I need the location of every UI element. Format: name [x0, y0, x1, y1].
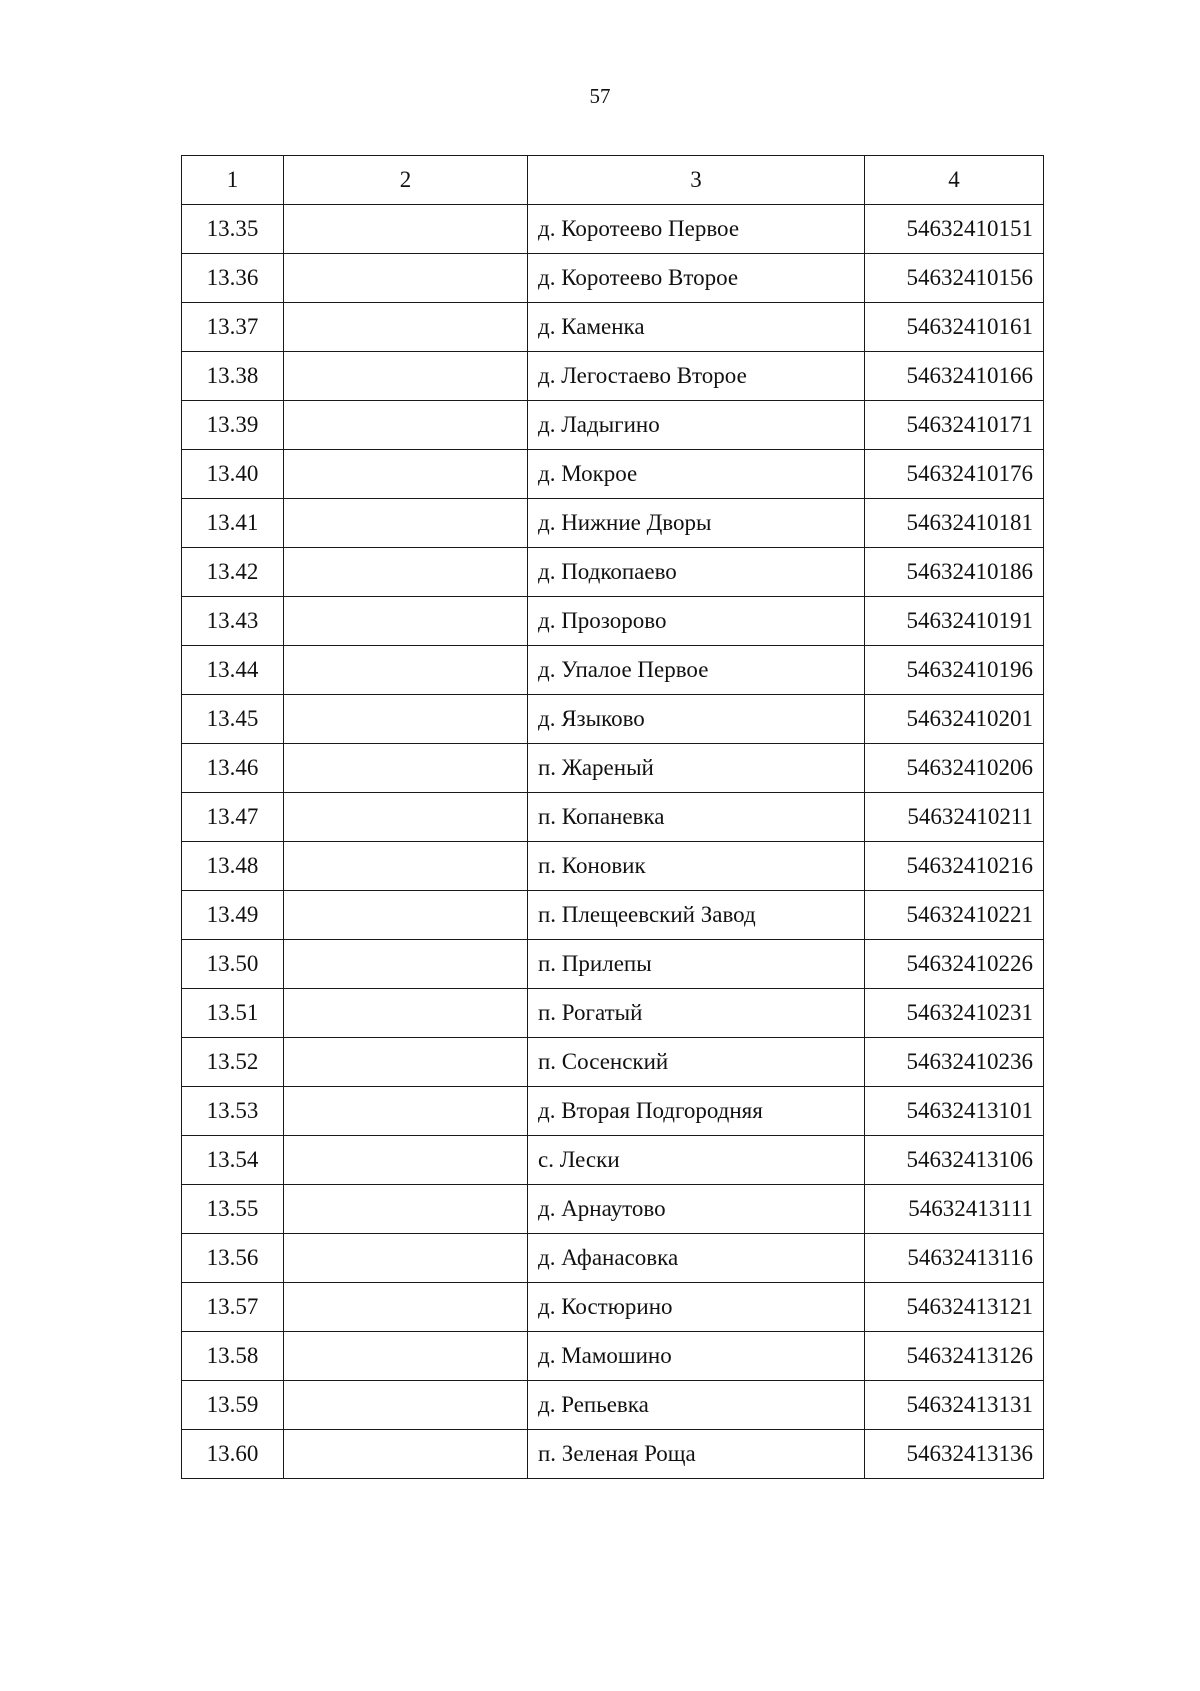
table-row	[182, 450, 1044, 499]
code-cell: 54632410176	[865, 450, 1044, 499]
column-2-cell	[284, 597, 528, 646]
code-cell: 54632410231	[865, 989, 1044, 1038]
column-2-cell	[284, 450, 528, 499]
row-number-cell: 13.53	[182, 1087, 284, 1136]
row-number-cell: 13.39	[182, 401, 284, 450]
row-number-cell: 13.35	[182, 205, 284, 254]
row-number-cell: 13.42	[182, 548, 284, 597]
code-cell: 54632413131	[865, 1381, 1044, 1430]
column-2-cell	[284, 303, 528, 352]
table-row	[182, 352, 1044, 401]
column-2-cell	[284, 1283, 528, 1332]
row-number-cell: 13.49	[182, 891, 284, 940]
table-row	[182, 254, 1044, 303]
code-cell: 54632413111	[865, 1185, 1044, 1234]
column-2-cell	[284, 989, 528, 1038]
table-row	[182, 793, 1044, 842]
code-cell: 54632410196	[865, 646, 1044, 695]
code-cell: 54632410206	[865, 744, 1044, 793]
settlement-name-cell: п. Плещеевский Завод	[528, 891, 865, 940]
column-2-cell	[284, 1430, 528, 1479]
column-2-cell	[284, 1087, 528, 1136]
code-cell: 54632410236	[865, 1038, 1044, 1087]
table-row	[182, 401, 1044, 450]
table-row	[182, 1087, 1044, 1136]
column-header-4: 4	[865, 156, 1044, 205]
code-cell: 54632413101	[865, 1087, 1044, 1136]
settlement-name-cell: п. Копаневка	[528, 793, 865, 842]
settlement-name-cell: д. Каменка	[528, 303, 865, 352]
row-number-cell: 13.57	[182, 1283, 284, 1332]
column-2-cell	[284, 1136, 528, 1185]
row-number-cell: 13.59	[182, 1381, 284, 1430]
column-2-cell	[284, 499, 528, 548]
row-number-cell: 13.58	[182, 1332, 284, 1381]
row-number-cell: 13.36	[182, 254, 284, 303]
code-cell: 54632410226	[865, 940, 1044, 989]
table-row	[182, 205, 1044, 254]
column-2-cell	[284, 352, 528, 401]
row-number-cell: 13.56	[182, 1234, 284, 1283]
code-cell: 54632410161	[865, 303, 1044, 352]
settlement-name-cell: п. Коновик	[528, 842, 865, 891]
column-2-cell	[284, 1332, 528, 1381]
table-row	[182, 597, 1044, 646]
settlement-name-cell: д. Легостаево Второе	[528, 352, 865, 401]
column-2-cell	[284, 1234, 528, 1283]
column-2-cell	[284, 842, 528, 891]
page-number: 57	[589, 84, 611, 108]
code-cell: 54632410151	[865, 205, 1044, 254]
settlement-name-cell: д. Репьевка	[528, 1381, 865, 1430]
table-body	[182, 205, 1044, 1479]
code-cell: 54632410221	[865, 891, 1044, 940]
row-number-cell: 13.40	[182, 450, 284, 499]
row-number-cell: 13.51	[182, 989, 284, 1038]
code-cell: 54632410186	[865, 548, 1044, 597]
settlement-name-cell: с. Лески	[528, 1136, 865, 1185]
settlement-name-cell: д. Упалое Первое	[528, 646, 865, 695]
row-number-cell: 13.37	[182, 303, 284, 352]
code-cell: 54632410216	[865, 842, 1044, 891]
settlements-table	[181, 155, 1044, 1479]
row-number-cell: 13.52	[182, 1038, 284, 1087]
code-cell: 54632410166	[865, 352, 1044, 401]
code-cell: 54632410171	[865, 401, 1044, 450]
row-number-cell: 13.44	[182, 646, 284, 695]
table-row	[182, 989, 1044, 1038]
settlement-name-cell: д. Коротеево Первое	[528, 205, 865, 254]
column-header-2: 2	[284, 156, 528, 205]
settlement-name-cell: п. Зеленая Роща	[528, 1430, 865, 1479]
column-2-cell	[284, 205, 528, 254]
table-row	[182, 646, 1044, 695]
table-row	[182, 695, 1044, 744]
row-number-cell: 13.38	[182, 352, 284, 401]
settlement-name-cell: п. Жареный	[528, 744, 865, 793]
settlement-name-cell: д. Подкопаево	[528, 548, 865, 597]
table-row	[182, 1136, 1044, 1185]
table-row	[182, 548, 1044, 597]
row-number-cell: 13.47	[182, 793, 284, 842]
settlement-name-cell: п. Рогатый	[528, 989, 865, 1038]
settlement-name-cell: п. Сосенский	[528, 1038, 865, 1087]
column-2-cell	[284, 793, 528, 842]
settlement-name-cell: д. Афанасовка	[528, 1234, 865, 1283]
code-cell: 54632413136	[865, 1430, 1044, 1479]
row-number-cell: 13.46	[182, 744, 284, 793]
settlement-name-cell: п. Прилепы	[528, 940, 865, 989]
code-cell: 54632410201	[865, 695, 1044, 744]
column-2-cell	[284, 401, 528, 450]
code-cell: 54632410156	[865, 254, 1044, 303]
code-cell: 54632410181	[865, 499, 1044, 548]
column-2-cell	[284, 744, 528, 793]
table-row	[182, 891, 1044, 940]
settlement-name-cell: д. Костюрино	[528, 1283, 865, 1332]
settlement-name-cell: д. Мокрое	[528, 450, 865, 499]
table-row	[182, 499, 1044, 548]
code-cell: 54632413116	[865, 1234, 1044, 1283]
settlement-name-cell: д. Мамошино	[528, 1332, 865, 1381]
code-cell: 54632413121	[865, 1283, 1044, 1332]
code-cell: 54632410211	[865, 793, 1044, 842]
table-row	[182, 1430, 1044, 1479]
column-2-cell	[284, 254, 528, 303]
column-2-cell	[284, 548, 528, 597]
column-2-cell	[284, 1038, 528, 1087]
column-header-3: 3	[528, 156, 865, 205]
row-number-cell: 13.48	[182, 842, 284, 891]
settlement-name-cell: д. Коротеево Второе	[528, 254, 865, 303]
settlement-name-cell: д. Вторая Подгородняя	[528, 1087, 865, 1136]
row-number-cell: 13.41	[182, 499, 284, 548]
column-2-cell	[284, 646, 528, 695]
code-cell: 54632410191	[865, 597, 1044, 646]
column-2-cell	[284, 940, 528, 989]
row-number-cell: 13.54	[182, 1136, 284, 1185]
column-2-cell	[284, 1381, 528, 1430]
settlement-name-cell: д. Языково	[528, 695, 865, 744]
table-row	[182, 1185, 1044, 1234]
column-2-cell	[284, 1185, 528, 1234]
code-cell: 54632413126	[865, 1332, 1044, 1381]
row-number-cell: 13.55	[182, 1185, 284, 1234]
row-number-cell: 13.60	[182, 1430, 284, 1479]
table-row	[182, 1234, 1044, 1283]
settlement-name-cell: д. Ладыгино	[528, 401, 865, 450]
table-row	[182, 842, 1044, 891]
table-row	[182, 1283, 1044, 1332]
settlement-name-cell: д. Прозорово	[528, 597, 865, 646]
table-row	[182, 303, 1044, 352]
settlement-name-cell: д. Нижние Дворы	[528, 499, 865, 548]
row-number-cell: 13.50	[182, 940, 284, 989]
code-cell: 54632413106	[865, 1136, 1044, 1185]
table-row	[182, 940, 1044, 989]
column-header-1: 1	[182, 156, 284, 205]
table-row	[182, 1038, 1044, 1087]
table-row	[182, 1381, 1044, 1430]
row-number-cell: 13.43	[182, 597, 284, 646]
column-2-cell	[284, 891, 528, 940]
settlement-name-cell: д. Арнаутово	[528, 1185, 865, 1234]
table-row	[182, 744, 1044, 793]
table-row	[182, 1332, 1044, 1381]
row-number-cell: 13.45	[182, 695, 284, 744]
table-header-row	[182, 156, 1044, 205]
column-2-cell	[284, 695, 528, 744]
